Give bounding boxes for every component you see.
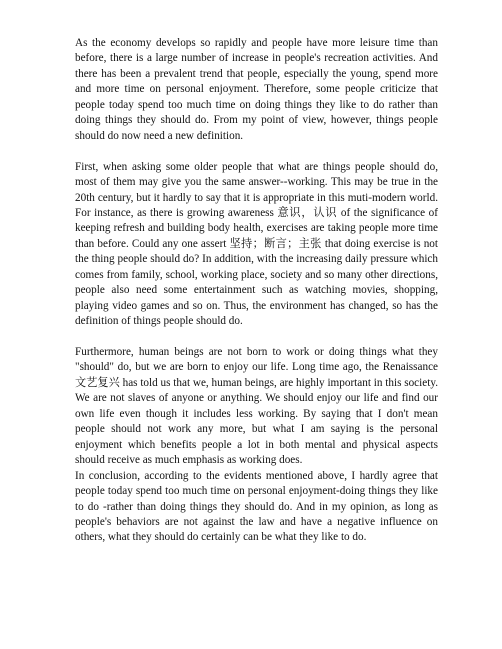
paragraph-first: First, when asking some older people that what are things people should do, most of them may give you the same answer--working. This may be true in the 20th century, but it hardly to say that it is appropriate in this muti-modern world. For instance, as there is growing awareness 意识，认识 of the significance of keeping refresh and building body health, exercises are taking people more time than before. Could any one assert 坚持；断言；主张 that doing exercise is not the thing people should do? In addition, with the increasing daily pressure which comes from family, school, working place, society and so many other directions, people also need some entertainment such as watching movies, shopping, playing video games and so on. Thus, the environment has changed, so has the definition of things people should do. [75,160,438,328]
paragraph-intro: As the economy develops so rapidly and people have more leisure time than before, there is a large number of increase in people's recreation activities. And there has been a prevalent trend that people, especially the young, spend more and more time on personal enjoyment. Therefore, some people criticize that people today spend too much time on doing things they like to do rather than doing things they should do. From my point of view, however, things people should do now need a new definition. [75,37,438,142]
paragraph-furthermore: Furthermore, human beings are not born to work or doing things what they "should" do, but we are born to enjoy our life. Long time ago, the Renaissance 文艺复兴 has told us that we, human beings, are highly important in this society. We are not slaves of anyone or anything. We should enjoy our life and find our own life even though it includes less working. By saying that I don't mean people should not work any more, but what I am saying is the personal enjoyment which benefits people a lot in both mental and physical aspects should receive as much emphasis as working does. [75,346,438,467]
paragraph-conclusion: In conclusion, according to the evidents mentioned above, I hardly agree that people today spend too much time on personal enjoyment-doing things they like to do -rather than doing things they should do. And in my opinion, as long as people's behaviors are not against the law and have a negative influence on others, what they should do certainly can be what they like to do. [75,469,438,544]
